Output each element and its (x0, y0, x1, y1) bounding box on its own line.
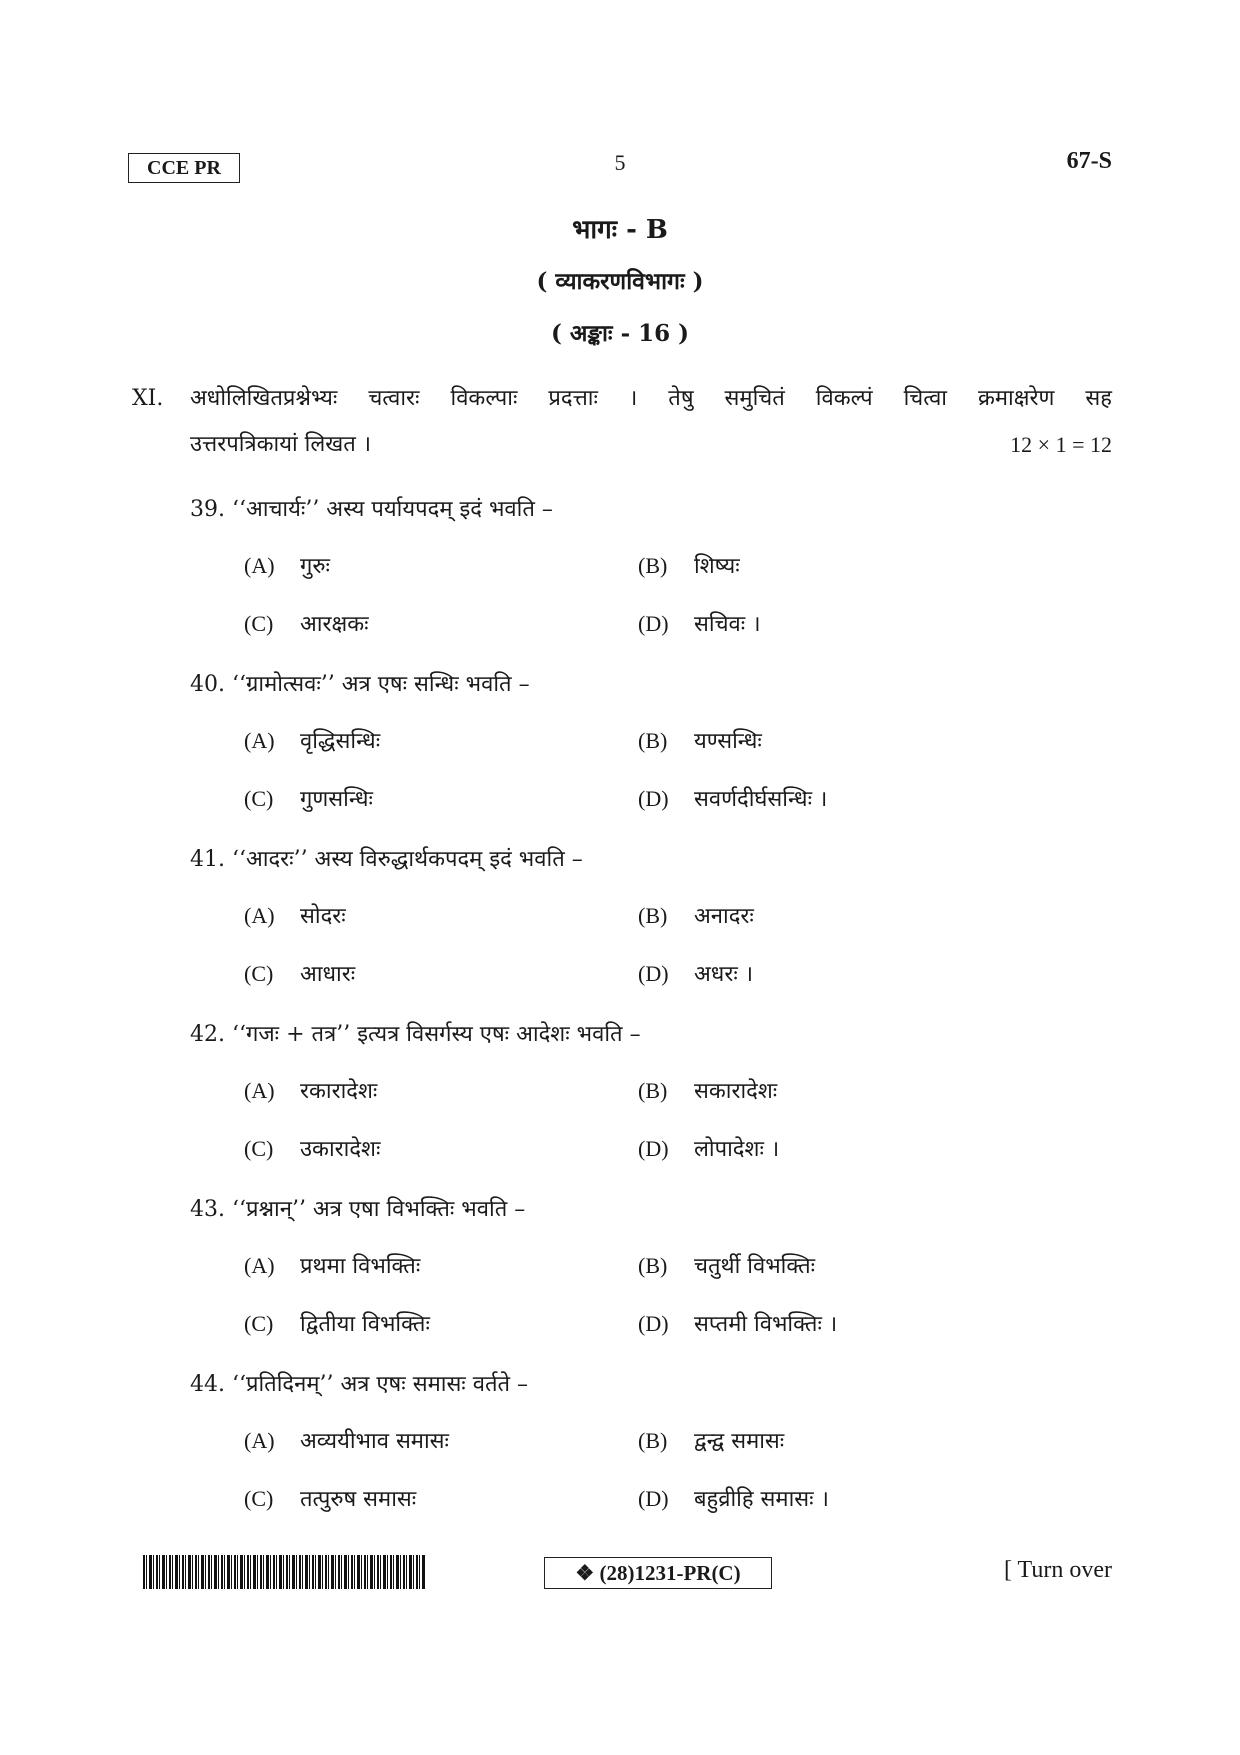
footer-code-box: ❖ (28)1231-PR(C) (544, 1557, 772, 1589)
option-text: गुरुः (300, 554, 330, 579)
option-item (244, 550, 330, 580)
section-marks: ( अङ्काः - 16 ) (550, 320, 690, 347)
option-text: द्वन्द्व समासः (694, 1429, 785, 1454)
option-text: अव्ययीभाव समासः (300, 1429, 449, 1454)
instruction-text-line1: अधोलिखितप्रश्नेभ्यः चत्वारः विकल्पाः प्रदत्ताः । तेषु समुचितं विकल्पं चित्वा क्रमाक्षरेण सह (190, 386, 1112, 411)
option-item (638, 783, 827, 813)
option-label: (D) (638, 1486, 669, 1511)
option-item (244, 900, 346, 930)
option-text: सवर्णदीर्घसन्धिः । (694, 787, 828, 812)
option-label: (B) (638, 903, 668, 928)
section-subtitle: ( व्याकरणविभागः ) (536, 268, 704, 295)
option-label: (B) (638, 728, 668, 753)
turn-over-note: [ Turn over (1003, 1557, 1112, 1583)
option-item (638, 1425, 784, 1455)
option-label: (B) (638, 1078, 668, 1103)
question-stem: 41. ‘‘आदरः’’ अस्य विरुद्धार्थकपदम् इदं भवति – (190, 847, 583, 872)
option-item (244, 1133, 380, 1163)
option-label: (A) (244, 1078, 275, 1103)
option-label: (D) (638, 611, 669, 636)
option-item (638, 608, 761, 638)
option-text: शिष्यः (694, 554, 740, 579)
option-item (638, 1075, 777, 1105)
option-label: (C) (244, 786, 274, 811)
option-text: तत्पुरुष समासः (300, 1487, 417, 1512)
option-item (244, 1308, 430, 1338)
option-item (244, 783, 373, 813)
option-label: (B) (638, 553, 668, 578)
option-label: (C) (244, 961, 274, 986)
option-label: (A) (244, 553, 275, 578)
option-item (244, 1483, 416, 1513)
page-number: 5 (614, 150, 626, 175)
option-item (638, 1308, 837, 1338)
option-label: (C) (244, 611, 274, 636)
option-text: द्वितीया विभक्तिः (300, 1312, 430, 1337)
option-text: लोपादेशः । (694, 1137, 780, 1162)
option-item (244, 1425, 449, 1455)
option-label: (D) (638, 1136, 669, 1161)
option-item (638, 900, 754, 930)
option-text: सोदरः (300, 904, 346, 929)
option-text: बहुव्रीहि समासः । (694, 1487, 829, 1512)
option-text: अधरः । (694, 962, 754, 987)
option-text: चतुर्थी विभक्तिः (694, 1254, 816, 1279)
option-item (244, 1075, 377, 1105)
option-item (244, 725, 380, 755)
option-text: रकारादेशः (300, 1079, 378, 1104)
option-text: यण्सन्धिः (694, 729, 762, 754)
option-label: (A) (244, 903, 275, 928)
option-label: (D) (638, 1311, 669, 1336)
option-label: (C) (244, 1136, 274, 1161)
question-stem: 39. ‘‘आचार्यः’’ अस्य पर्यायपदम् इदं भवति – (190, 497, 553, 522)
option-text: सचिवः । (694, 612, 761, 637)
option-text: प्रथमा विभक्तिः (300, 1254, 421, 1279)
option-item (638, 1483, 829, 1513)
barcode (143, 1555, 425, 1589)
option-item (244, 1250, 420, 1280)
instruction-marks: 12 × 1 = 12 (1010, 432, 1112, 457)
option-item (244, 608, 369, 638)
option-label: (C) (244, 1486, 274, 1511)
instruction-text-line2: उत्तरपत्रिकायां लिखत । (190, 432, 372, 457)
option-item (244, 958, 355, 988)
question-stem: 42. ‘‘गजः + तत्र’’ इत्यत्र विसर्गस्य एषः आदेशः भवति – (190, 1022, 641, 1047)
option-text: सकारादेशः (694, 1079, 778, 1104)
question-stem: 44. ‘‘प्रतिदिनम्’’ अत्र एषः समासः वर्तते – (190, 1372, 529, 1397)
option-label: (B) (638, 1253, 668, 1278)
option-item (638, 550, 740, 580)
option-item (638, 958, 753, 988)
option-label: (D) (638, 961, 669, 986)
question-stem: 43. ‘‘प्रश्नान्’’ अत्र एषा विभक्तिः भवति – (190, 1197, 526, 1222)
header-code-box: CCE PR (128, 153, 240, 183)
option-text: गुणसन्धिः (300, 787, 373, 812)
option-label: (A) (244, 1253, 275, 1278)
question-stem: 40. ‘‘ग्रामोत्सवः’’ अत्र एषः सन्धिः भवति – (190, 672, 530, 697)
option-label: (B) (638, 1428, 668, 1453)
option-item (638, 1133, 779, 1163)
option-text: आरक्षकः (300, 612, 369, 637)
option-text: आधारः (300, 962, 356, 987)
option-label: (A) (244, 1428, 275, 1453)
option-text: वृद्धिसन्धिः (300, 729, 381, 754)
section-title: भागः - B (572, 215, 668, 245)
option-item (638, 725, 762, 755)
instruction-number: XI. (132, 386, 164, 411)
option-item (638, 1250, 815, 1280)
option-text: अनादरः (694, 904, 754, 929)
paper-code: 67-S (1066, 148, 1112, 174)
option-text: उकारादेशः (300, 1137, 381, 1162)
option-text: सप्तमी विभक्तिः । (694, 1312, 838, 1337)
option-label: (D) (638, 786, 669, 811)
option-label: (A) (244, 728, 275, 753)
option-label: (C) (244, 1311, 274, 1336)
